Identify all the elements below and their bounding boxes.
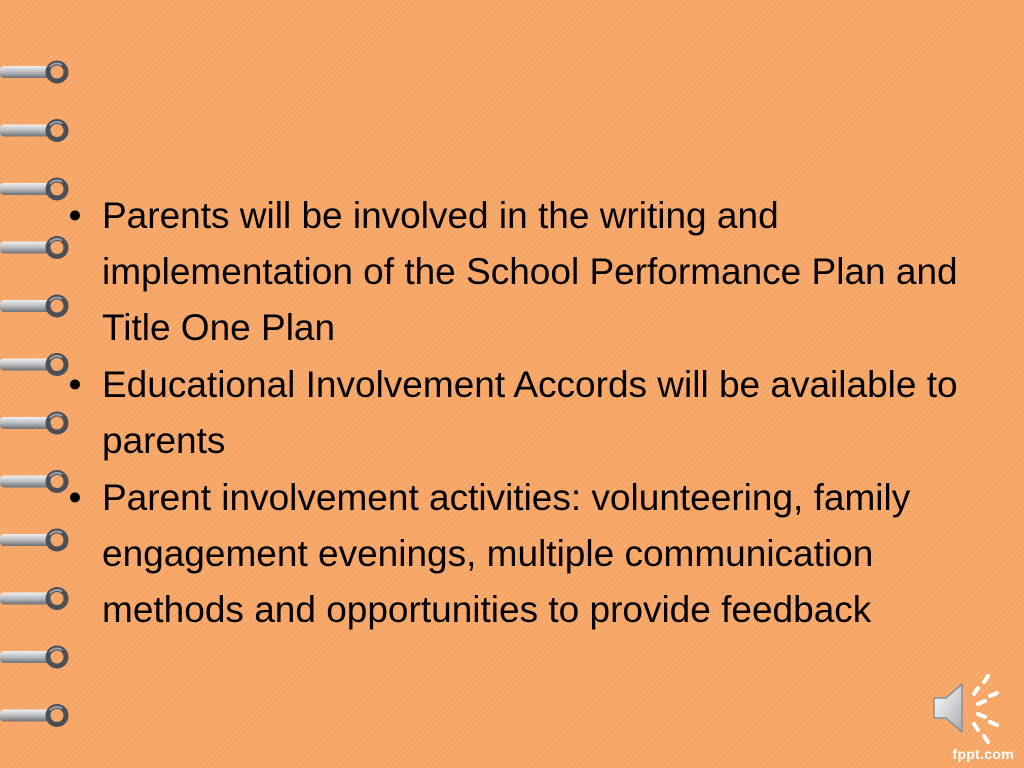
binding-ring: [0, 180, 66, 198]
speaker-icon[interactable]: [928, 672, 1000, 744]
binding-ring: [0, 590, 66, 608]
binding-ring: [0, 648, 66, 666]
bullet-text: Parents will be involved in the writing and implementation of the School Performance Plan and Title One Plan: [102, 195, 958, 348]
bullet-item: [60, 188, 980, 356]
bullet-text: Parent involvement activities: volunteering, family engagement evenings, multiple communication methods and opportunities to provide feedback: [102, 477, 911, 630]
bullet-dot: •: [68, 477, 82, 518]
binding-ring: [0, 63, 66, 81]
bullet-dot: •: [68, 195, 82, 236]
watermark: fppt.com: [952, 746, 1014, 762]
bullet-text: Educational Involvement Accords will be available to parents: [102, 364, 958, 461]
binding-ring: [0, 473, 66, 491]
bullet-list: [60, 188, 980, 638]
binding-ring: [0, 122, 66, 140]
binding-ring: [0, 707, 66, 725]
binding-ring: [0, 531, 66, 549]
binding-ring: [0, 297, 66, 315]
binding-ring: [0, 414, 66, 432]
bullet-item: [60, 357, 980, 469]
binding-ring: [0, 239, 66, 257]
binding-ring: [0, 356, 66, 374]
slide-content: [60, 188, 980, 639]
bullet-item: [60, 470, 980, 638]
bullet-dot: •: [68, 364, 82, 405]
